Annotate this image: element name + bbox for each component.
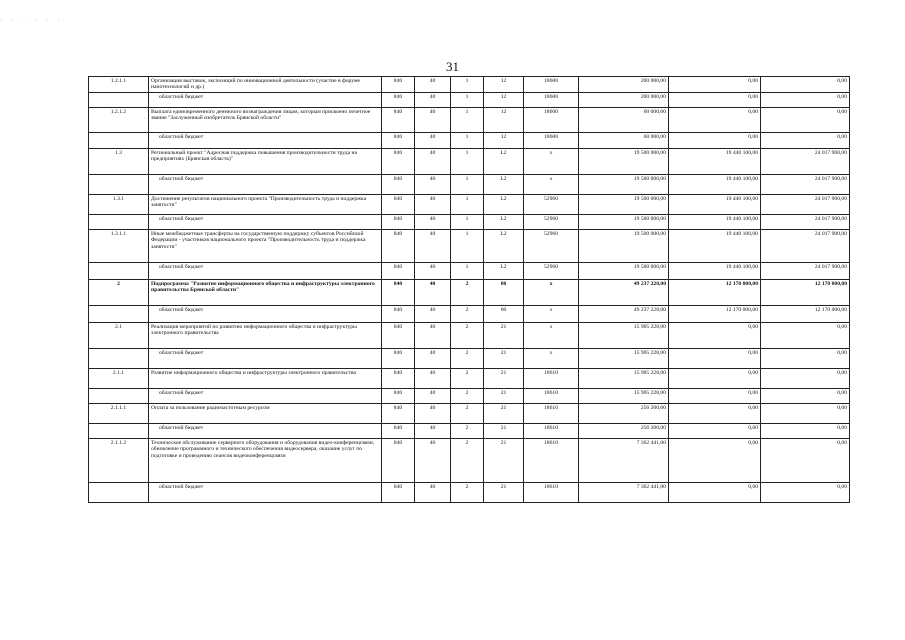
row-amount-y2: 19 440 100,00 [669, 262, 761, 279]
row-direction: x [524, 322, 579, 348]
row-amount-y3: 0,00 [761, 438, 850, 482]
row-amount-y1: 256 200,00 [579, 403, 669, 423]
row-main-event: 21 [484, 438, 524, 482]
row-amount-y3: 0,00 [761, 348, 850, 368]
row-subprogram: 2 [451, 305, 484, 322]
row-main-event: 21 [484, 423, 524, 438]
row-name: областной бюджет [149, 388, 382, 403]
row-direction: 18610 [524, 388, 579, 403]
row-code: 2.1.1.2 [89, 438, 149, 482]
row-direction: 18600 [524, 107, 579, 132]
row-amount-y3: 12 170 000,00 [761, 305, 850, 322]
row-amount-y2: 0,00 [669, 77, 761, 93]
row-name: областной бюджет [149, 348, 382, 368]
row-gp-code: 40 [415, 92, 451, 107]
row-name: Подпрограмма "Развитие информационного общества и инфраструктуры электронного правительства Брянской области" [149, 279, 382, 305]
row-gp-code: 40 [415, 322, 451, 348]
row-name: Развитие информационного общества и инфраструктуры электронного правительства [149, 368, 382, 388]
row-code: 1.3.1 [89, 194, 149, 214]
row-gp: 840 [382, 322, 415, 348]
row-amount-y3: 0,00 [761, 77, 850, 93]
row-gp: 840 [382, 482, 415, 502]
row-direction: 52960 [524, 194, 579, 214]
row-direction: 18600 [524, 77, 579, 93]
row-gp: 840 [382, 132, 415, 148]
row-amount-y2: 19 440 100,00 [669, 148, 761, 174]
row-direction: x [524, 148, 579, 174]
row-code [89, 388, 149, 403]
row-code: 2 [89, 279, 149, 305]
row-amount-y3: 0,00 [761, 482, 850, 502]
row-amount-y1: 60 000,00 [579, 132, 669, 148]
row-amount-y3: 0,00 [761, 322, 850, 348]
row-amount-y2: 0,00 [669, 322, 761, 348]
row-amount-y3: 24 017 900,00 [761, 229, 850, 262]
row-subprogram: 1 [451, 214, 484, 229]
row-subprogram: 2 [451, 322, 484, 348]
row-main-event: 12 [484, 77, 524, 93]
row-gp: 840 [382, 388, 415, 403]
row-amount-y1: 19 500 000,00 [579, 148, 669, 174]
row-amount-y2: 0,00 [669, 92, 761, 107]
row-gp-code: 40 [415, 348, 451, 368]
row-name: Организация выставок, экспозиций по инновационной деятельности (участие в форуме нанотехнологий и др.) [149, 77, 382, 93]
row-amount-y2: 0,00 [669, 482, 761, 502]
row-code [89, 305, 149, 322]
row-amount-y2: 19 440 100,00 [669, 214, 761, 229]
table-row [89, 438, 850, 482]
row-subprogram: 2 [451, 388, 484, 403]
row-name: Реализация мероприятий по развитию информационного общества и инфраструктуры электронного правительства [149, 322, 382, 348]
row-direction: 52960 [524, 214, 579, 229]
row-direction: x [524, 279, 579, 305]
row-code: 1.2.1.2 [89, 107, 149, 132]
row-subprogram: 1 [451, 107, 484, 132]
row-name: областной бюджет [149, 305, 382, 322]
row-amount-y3: 0,00 [761, 388, 850, 403]
table-body [89, 77, 850, 503]
row-subprogram: 1 [451, 92, 484, 107]
row-main-event: 00 [484, 305, 524, 322]
row-direction: 18610 [524, 423, 579, 438]
row-amount-y1: 49 237 228,00 [579, 305, 669, 322]
table-row-subtotal [89, 174, 850, 194]
row-code [89, 174, 149, 194]
row-gp-code: 40 [415, 174, 451, 194]
row-direction: x [524, 174, 579, 194]
row-main-event: 12 [484, 132, 524, 148]
row-amount-y1: 19 500 000,00 [579, 262, 669, 279]
row-subprogram: 2 [451, 348, 484, 368]
row-main-event: 12 [484, 92, 524, 107]
row-amount-y2: 0,00 [669, 403, 761, 423]
table-row-subtotal [89, 262, 850, 279]
row-gp: 840 [382, 423, 415, 438]
table-row [89, 279, 850, 305]
row-amount-y2: 0,00 [669, 388, 761, 403]
table-row [89, 194, 850, 214]
row-direction: 18600 [524, 132, 579, 148]
row-subprogram: 2 [451, 279, 484, 305]
table-row [89, 107, 850, 132]
row-subprogram: 1 [451, 229, 484, 262]
row-gp-code: 40 [415, 194, 451, 214]
row-name: областной бюджет [149, 92, 382, 107]
row-amount-y2: 19 440 100,00 [669, 194, 761, 214]
row-main-event: 21 [484, 388, 524, 403]
row-name: областной бюджет [149, 482, 382, 502]
table-row-subtotal [89, 305, 850, 322]
row-amount-y2: 0,00 [669, 132, 761, 148]
row-amount-y3: 24 017 900,00 [761, 148, 850, 174]
row-subprogram: 1 [451, 148, 484, 174]
row-amount-y1: 60 000,00 [579, 107, 669, 132]
row-main-event: 00 [484, 279, 524, 305]
table-row [89, 148, 850, 174]
row-subprogram: 2 [451, 423, 484, 438]
row-amount-y1: 49 237 228,00 [579, 279, 669, 305]
row-amount-y2: 0,00 [669, 423, 761, 438]
row-code [89, 214, 149, 229]
row-name: Оплата за пользование радиочастотным ресурсом [149, 403, 382, 423]
row-gp: 840 [382, 214, 415, 229]
row-amount-y1: 7 362 441,00 [579, 438, 669, 482]
row-main-event: 21 [484, 348, 524, 368]
row-amount-y1: 19 500 000,00 [579, 214, 669, 229]
row-amount-y2: 0,00 [669, 368, 761, 388]
row-gp-code: 40 [415, 423, 451, 438]
row-main-event: L2 [484, 262, 524, 279]
row-gp: 840 [382, 368, 415, 388]
table-row-subtotal [89, 482, 850, 502]
row-main-event: 21 [484, 368, 524, 388]
row-subprogram: 2 [451, 368, 484, 388]
row-amount-y3: 0,00 [761, 107, 850, 132]
row-name: областной бюджет [149, 174, 382, 194]
row-direction: 52960 [524, 262, 579, 279]
row-main-event: L2 [484, 214, 524, 229]
row-gp-code: 40 [415, 438, 451, 482]
row-gp: 840 [382, 403, 415, 423]
row-amount-y1: 15 905 228,00 [579, 368, 669, 388]
row-amount-y1: 19 500 000,00 [579, 194, 669, 214]
row-amount-y3: 12 170 000,00 [761, 279, 850, 305]
row-gp: 840 [382, 305, 415, 322]
row-amount-y1: 15 905 228,00 [579, 322, 669, 348]
row-main-event: L2 [484, 174, 524, 194]
row-amount-y3: 24 017 900,00 [761, 262, 850, 279]
row-amount-y2: 19 440 100,00 [669, 229, 761, 262]
row-gp-code: 40 [415, 132, 451, 148]
row-main-event: 21 [484, 322, 524, 348]
row-gp: 840 [382, 148, 415, 174]
row-subprogram: 1 [451, 132, 484, 148]
row-main-event: L2 [484, 148, 524, 174]
row-subprogram: 1 [451, 174, 484, 194]
row-gp-code: 40 [415, 482, 451, 502]
row-amount-y3: 24 017 900,00 [761, 194, 850, 214]
row-code: 1.2.1.1 [89, 77, 149, 93]
row-amount-y2: 0,00 [669, 107, 761, 132]
row-gp: 840 [382, 348, 415, 368]
row-amount-y1: 15 905 228,00 [579, 348, 669, 368]
row-amount-y1: 200 000,00 [579, 77, 669, 93]
row-amount-y2: 12 170 000,00 [669, 279, 761, 305]
row-gp-code: 40 [415, 368, 451, 388]
row-direction: 18610 [524, 482, 579, 502]
scan-artifact: · · · · · · [0, 18, 64, 24]
row-subprogram: 2 [451, 438, 484, 482]
row-code [89, 132, 149, 148]
row-gp-code: 40 [415, 279, 451, 305]
row-gp-code: 40 [415, 229, 451, 262]
row-amount-y2: 0,00 [669, 438, 761, 482]
table-row [89, 368, 850, 388]
row-gp-code: 40 [415, 148, 451, 174]
table-row-subtotal [89, 348, 850, 368]
row-main-event: 12 [484, 107, 524, 132]
row-gp: 840 [382, 229, 415, 262]
row-code [89, 92, 149, 107]
row-amount-y3: 0,00 [761, 132, 850, 148]
row-amount-y3: 0,00 [761, 92, 850, 107]
row-amount-y2: 19 440 100,00 [669, 174, 761, 194]
row-amount-y3: 0,00 [761, 423, 850, 438]
row-amount-y3: 24 017 900,00 [761, 214, 850, 229]
row-gp: 840 [382, 174, 415, 194]
row-gp-code: 40 [415, 262, 451, 279]
row-direction: 18610 [524, 438, 579, 482]
table-row-subtotal [89, 423, 850, 438]
row-name: областной бюджет [149, 132, 382, 148]
row-amount-y2: 0,00 [669, 348, 761, 368]
row-amount-y3: 0,00 [761, 403, 850, 423]
budget-table [88, 76, 850, 503]
row-direction: 18610 [524, 403, 579, 423]
row-amount-y1: 200 000,00 [579, 92, 669, 107]
row-subprogram: 1 [451, 262, 484, 279]
row-code [89, 262, 149, 279]
row-direction: 18610 [524, 368, 579, 388]
row-code [89, 423, 149, 438]
row-amount-y1: 7 362 441,00 [579, 482, 669, 502]
table-row [89, 322, 850, 348]
row-gp-code: 40 [415, 305, 451, 322]
page-number: 31 [446, 59, 459, 74]
table-row [89, 229, 850, 262]
row-main-event: 21 [484, 403, 524, 423]
row-name: областной бюджет [149, 423, 382, 438]
row-gp-code: 40 [415, 214, 451, 229]
row-subprogram: 1 [451, 77, 484, 93]
row-direction: 52960 [524, 229, 579, 262]
row-name: Достижение результатов национального проекта "Производительность труда и поддержка занятости" [149, 194, 382, 214]
row-gp: 840 [382, 77, 415, 93]
row-name: Региональный проект "Адресная поддержка повышения производительности труда на предприятиях (Брянская область)" [149, 148, 382, 174]
row-amount-y1: 19 500 000,00 [579, 174, 669, 194]
row-main-event: 21 [484, 482, 524, 502]
row-code: 2.1.1.1 [89, 403, 149, 423]
row-gp-code: 40 [415, 107, 451, 132]
row-code [89, 348, 149, 368]
row-direction: x [524, 305, 579, 322]
row-main-event: L2 [484, 229, 524, 262]
table-row [89, 403, 850, 423]
row-name: Иные межбюджетные трансферты на государственную поддержку субъектов Российской Федерации - участников национального проекта "Производительность труда и поддержка занятости" [149, 229, 382, 262]
row-subprogram: 2 [451, 482, 484, 502]
row-code: 1.3.1.1 [89, 229, 149, 262]
row-main-event: L2 [484, 194, 524, 214]
row-amount-y3: 24 017 900,00 [761, 174, 850, 194]
table-row-subtotal [89, 132, 850, 148]
row-gp: 840 [382, 279, 415, 305]
row-gp-code: 40 [415, 77, 451, 93]
table-row [89, 77, 850, 93]
row-name: Техническое обслуживание серверного оборудования и оборудования видео-конференцсвязи, обновление программного и технического обеспечения видеосервера, оказание услуг по подготовке и проведению сеансов видеоконференцсвязи [149, 438, 382, 482]
row-code: 2.1.1 [89, 368, 149, 388]
row-amount-y1: 256 200,00 [579, 423, 669, 438]
row-name: областной бюджет [149, 262, 382, 279]
row-amount-y3: 0,00 [761, 368, 850, 388]
table-row-subtotal [89, 92, 850, 107]
row-direction: x [524, 348, 579, 368]
row-gp: 840 [382, 92, 415, 107]
row-gp: 840 [382, 107, 415, 132]
table-row-subtotal [89, 214, 850, 229]
row-code: 2.1 [89, 322, 149, 348]
row-direction: 18600 [524, 92, 579, 107]
row-gp: 840 [382, 262, 415, 279]
row-gp-code: 40 [415, 388, 451, 403]
row-amount-y2: 12 170 000,00 [669, 305, 761, 322]
row-subprogram: 1 [451, 194, 484, 214]
row-amount-y1: 19 500 000,00 [579, 229, 669, 262]
row-amount-y1: 15 905 228,00 [579, 388, 669, 403]
row-subprogram: 2 [451, 403, 484, 423]
row-name: областной бюджет [149, 214, 382, 229]
row-code [89, 482, 149, 502]
row-gp-code: 40 [415, 403, 451, 423]
table-row-subtotal [89, 388, 850, 403]
row-gp: 840 [382, 438, 415, 482]
row-gp: 840 [382, 194, 415, 214]
row-code: 1.3 [89, 148, 149, 174]
row-name: Выплата единовременного денежного вознаграждения лицам, которым присвоено почетное звание "Заслуженный изобретатель Брянской области" [149, 107, 382, 132]
